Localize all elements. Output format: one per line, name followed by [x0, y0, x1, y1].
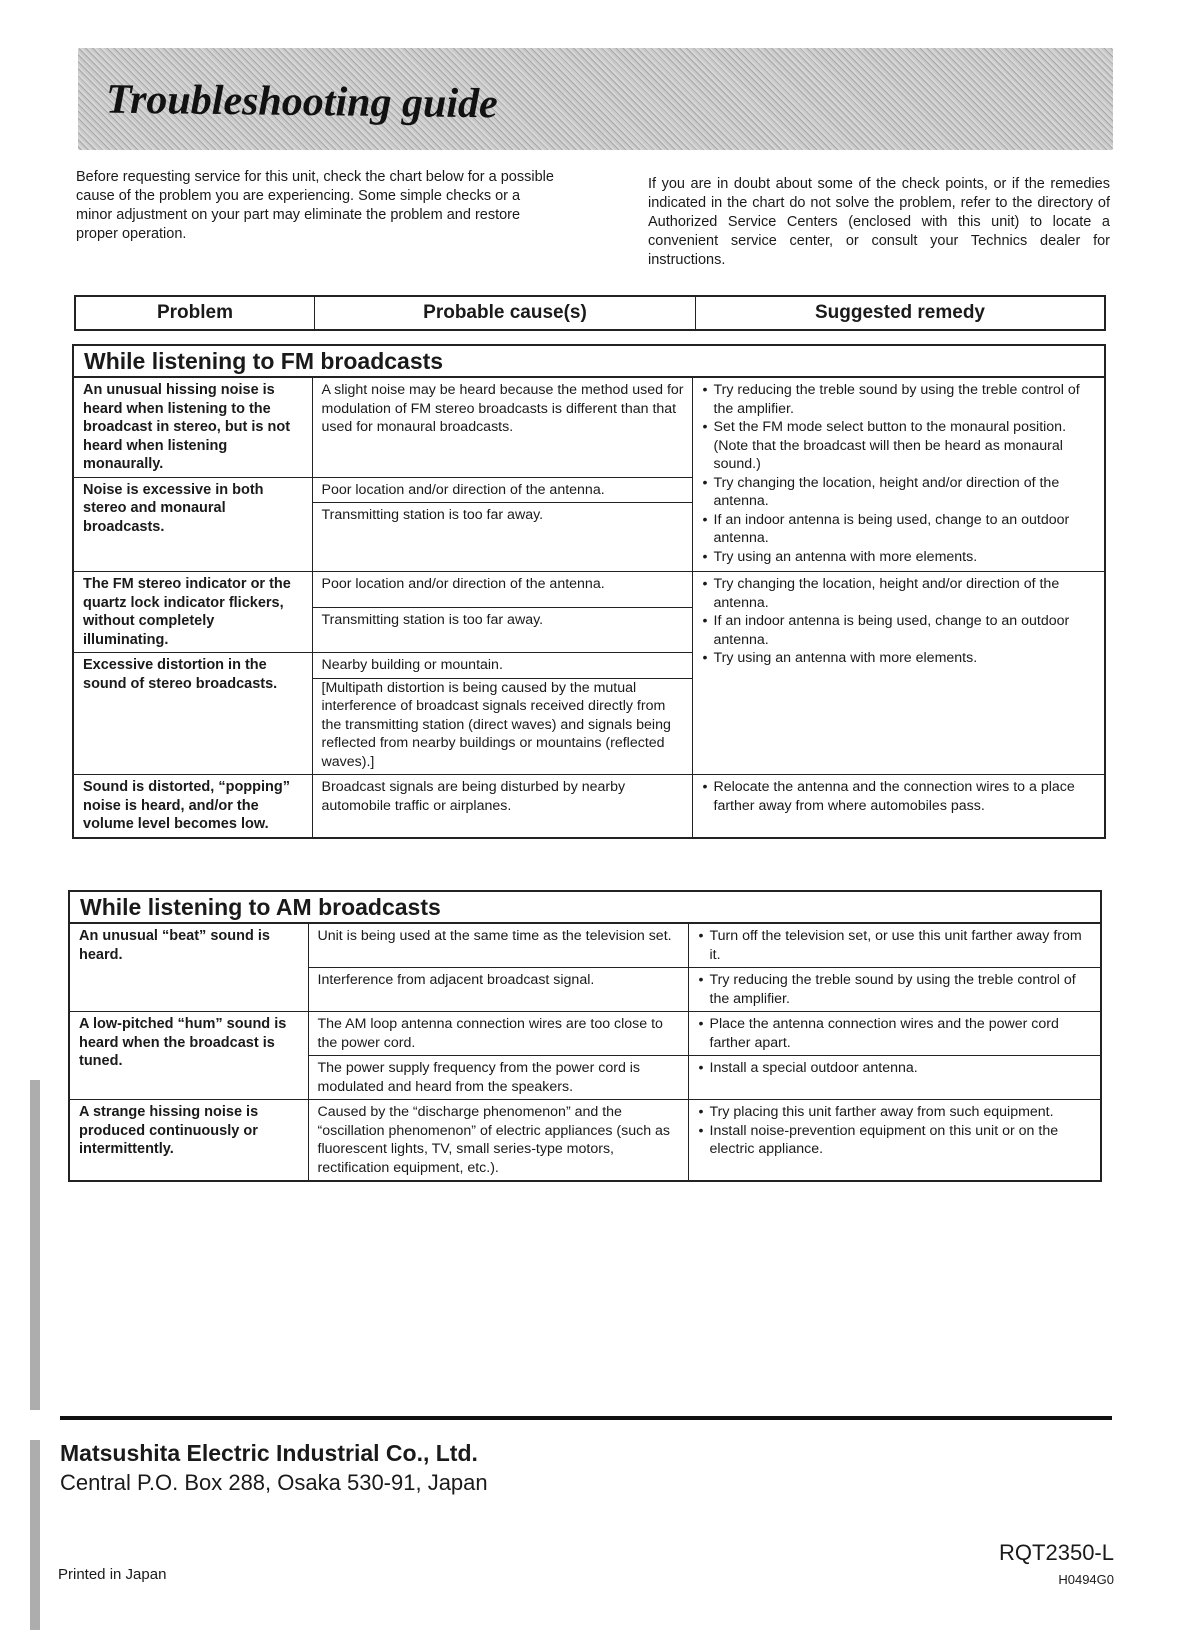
fm-section	[72, 344, 1106, 839]
cause-cell: Interference from adjacent broadcast signal.	[308, 968, 688, 1012]
problem-cell: Noise is excessive in both stereo and monaural broadcasts.	[74, 477, 312, 572]
problem-cell: An unusual hissing noise is heard when listening to the broadcast in stereo, but is not heard when listening monaurally.	[74, 378, 312, 477]
table-row	[70, 1012, 1100, 1056]
remedy-item: • Try changing the location, height and/or direction of the antenna.	[702, 575, 1097, 612]
remedy-cell	[692, 378, 1104, 572]
remedy-cell	[688, 1100, 1100, 1181]
scan-edge-artifact	[30, 1080, 40, 1410]
document-code: H0494G0	[1058, 1572, 1114, 1587]
remedy-item: • Try using an antenna with more elements.	[702, 649, 1097, 668]
table-row	[74, 572, 1104, 608]
cause-cell: Broadcast signals are being disturbed by nearby automobile traffic or airplanes.	[312, 775, 692, 837]
cause-cell: The AM loop antenna connection wires are too close to the power cord.	[308, 1012, 688, 1056]
table-row	[74, 775, 1104, 837]
problem-cell: A low-pitched “hum” sound is heard when the broadcast is tuned.	[70, 1012, 308, 1100]
remedy-cell	[688, 1056, 1100, 1100]
remedy-item: • Try placing this unit farther away from such equipment.	[698, 1103, 1093, 1122]
remedy-item: • Turn off the television set, or use this unit farther away from it.	[698, 927, 1093, 964]
remedy-item: • Relocate the antenna and the connection wires to a place farther away from where automobiles pass.	[702, 778, 1097, 815]
problem-cell: The FM stereo indicator or the quartz lock indicator flickers, without completely illuminating.	[74, 572, 312, 653]
footer-divider	[60, 1416, 1112, 1420]
remedy-cell	[688, 1012, 1100, 1056]
table-row	[74, 378, 1104, 477]
problem-cell: An unusual “beat” sound is heard.	[70, 924, 308, 1012]
intro-left-paragraph: Before requesting service for this unit, check the chart below for a possible cause of the problem you are experiencing. Some simple checks or a minor adjustment on your part may eliminate the problem and restore proper operation.	[76, 169, 554, 242]
table-row	[70, 1100, 1100, 1181]
problem-cell: Sound is distorted, “popping” noise is heard, and/or the volume level becomes low.	[74, 775, 312, 837]
fm-table	[74, 378, 1104, 837]
am-section	[68, 890, 1102, 1182]
problem-cell: Excessive distortion in the sound of stereo broadcasts.	[74, 653, 312, 775]
remedy-cell	[692, 572, 1104, 775]
remedy-item: • Install a special outdoor antenna.	[698, 1059, 1093, 1078]
table-row	[70, 924, 1100, 968]
remedy-item: • If an indoor antenna is being used, change to an outdoor antenna.	[702, 612, 1097, 649]
title-banner	[78, 48, 1113, 150]
model-number: RQT2350-L	[999, 1540, 1114, 1565]
remedy-item: • Place the antenna connection wires and the power cord farther apart.	[698, 1015, 1093, 1052]
scan-edge-artifact	[30, 1440, 40, 1630]
fm-section-title: While listening to FM broadcasts	[74, 346, 1104, 378]
am-section-title: While listening to AM broadcasts	[70, 892, 1100, 924]
cause-cell: Nearby building or mountain.	[312, 653, 692, 679]
cause-cell: Poor location and/or direction of the antenna.	[312, 477, 692, 503]
problem-cell: A strange hissing noise is produced continuously or intermittently.	[70, 1100, 308, 1181]
remedy-item: • If an indoor antenna is being used, change to an outdoor antenna.	[702, 511, 1097, 548]
cause-cell: The power supply frequency from the power cord is modulated and heard from the speakers.	[308, 1056, 688, 1100]
intro-right-paragraph: If you are in doubt about some of the check points, or if the remedies indicated in the chart do not solve the problem, refer to the directory of Authorized Service Centers (enclosed with this unit) to locate a convenient service center, or consult your Technics dealer for instructions.	[648, 176, 1110, 268]
remedy-item: • Try using an antenna with more elements.	[702, 548, 1097, 567]
cause-cell: A slight noise may be heard because the method used for modulation of FM stereo broadcasts is different than that used for monaural broadcasts.	[312, 378, 692, 477]
am-table	[70, 924, 1100, 1180]
cause-cell: Transmitting station is too far away.	[312, 503, 692, 572]
printed-in-label: Printed in Japan	[58, 1566, 167, 1583]
company-address: Central P.O. Box 288, Osaka 530-91, Japan	[60, 1470, 488, 1495]
cause-cell: Poor location and/or direction of the antenna.	[312, 572, 692, 608]
remedy-cell	[688, 968, 1100, 1012]
cause-cell: Unit is being used at the same time as the television set.	[308, 924, 688, 968]
cause-cell: Caused by the “discharge phenomenon” and the “oscillation phenomenon” of electric appliances (such as fluorescent lights, TV, small series-type motors, rectification equipment, etc.).	[308, 1100, 688, 1181]
cause-cell: Transmitting station is too far away.	[312, 608, 692, 653]
table-header	[74, 295, 1106, 331]
remedy-item: • Set the FM mode select button to the monaural position. (Note that the broadcast will then be heard as monaural sound.)	[702, 418, 1097, 474]
remedy-item: • Try reducing the treble sound by using the treble control of the amplifier.	[698, 971, 1093, 1008]
remedy-item: • Install noise-prevention equipment on this unit or on the electric appliance.	[698, 1122, 1093, 1159]
page-title: Troubleshooting guide	[105, 76, 498, 128]
remedy-item: • Try reducing the treble sound by using the treble control of the amplifier.	[702, 381, 1097, 418]
remedy-item: • Try changing the location, height and/or direction of the antenna.	[702, 474, 1097, 511]
cause-note-cell: [Multipath distortion is being caused by the mutual interference of broadcast signals received directly from the transmitting station (direct waves) and signals being reflected from nearby buildings or mountains (reflected waves).]	[312, 678, 692, 775]
remedy-cell	[688, 924, 1100, 968]
remedy-cell	[692, 775, 1104, 837]
company-name: Matsushita Electric Industrial Co., Ltd.	[60, 1440, 478, 1466]
header-problem: Problem	[76, 297, 315, 329]
header-remedy: Suggested remedy	[815, 302, 985, 323]
header-cause: Probable cause(s)	[315, 297, 696, 329]
